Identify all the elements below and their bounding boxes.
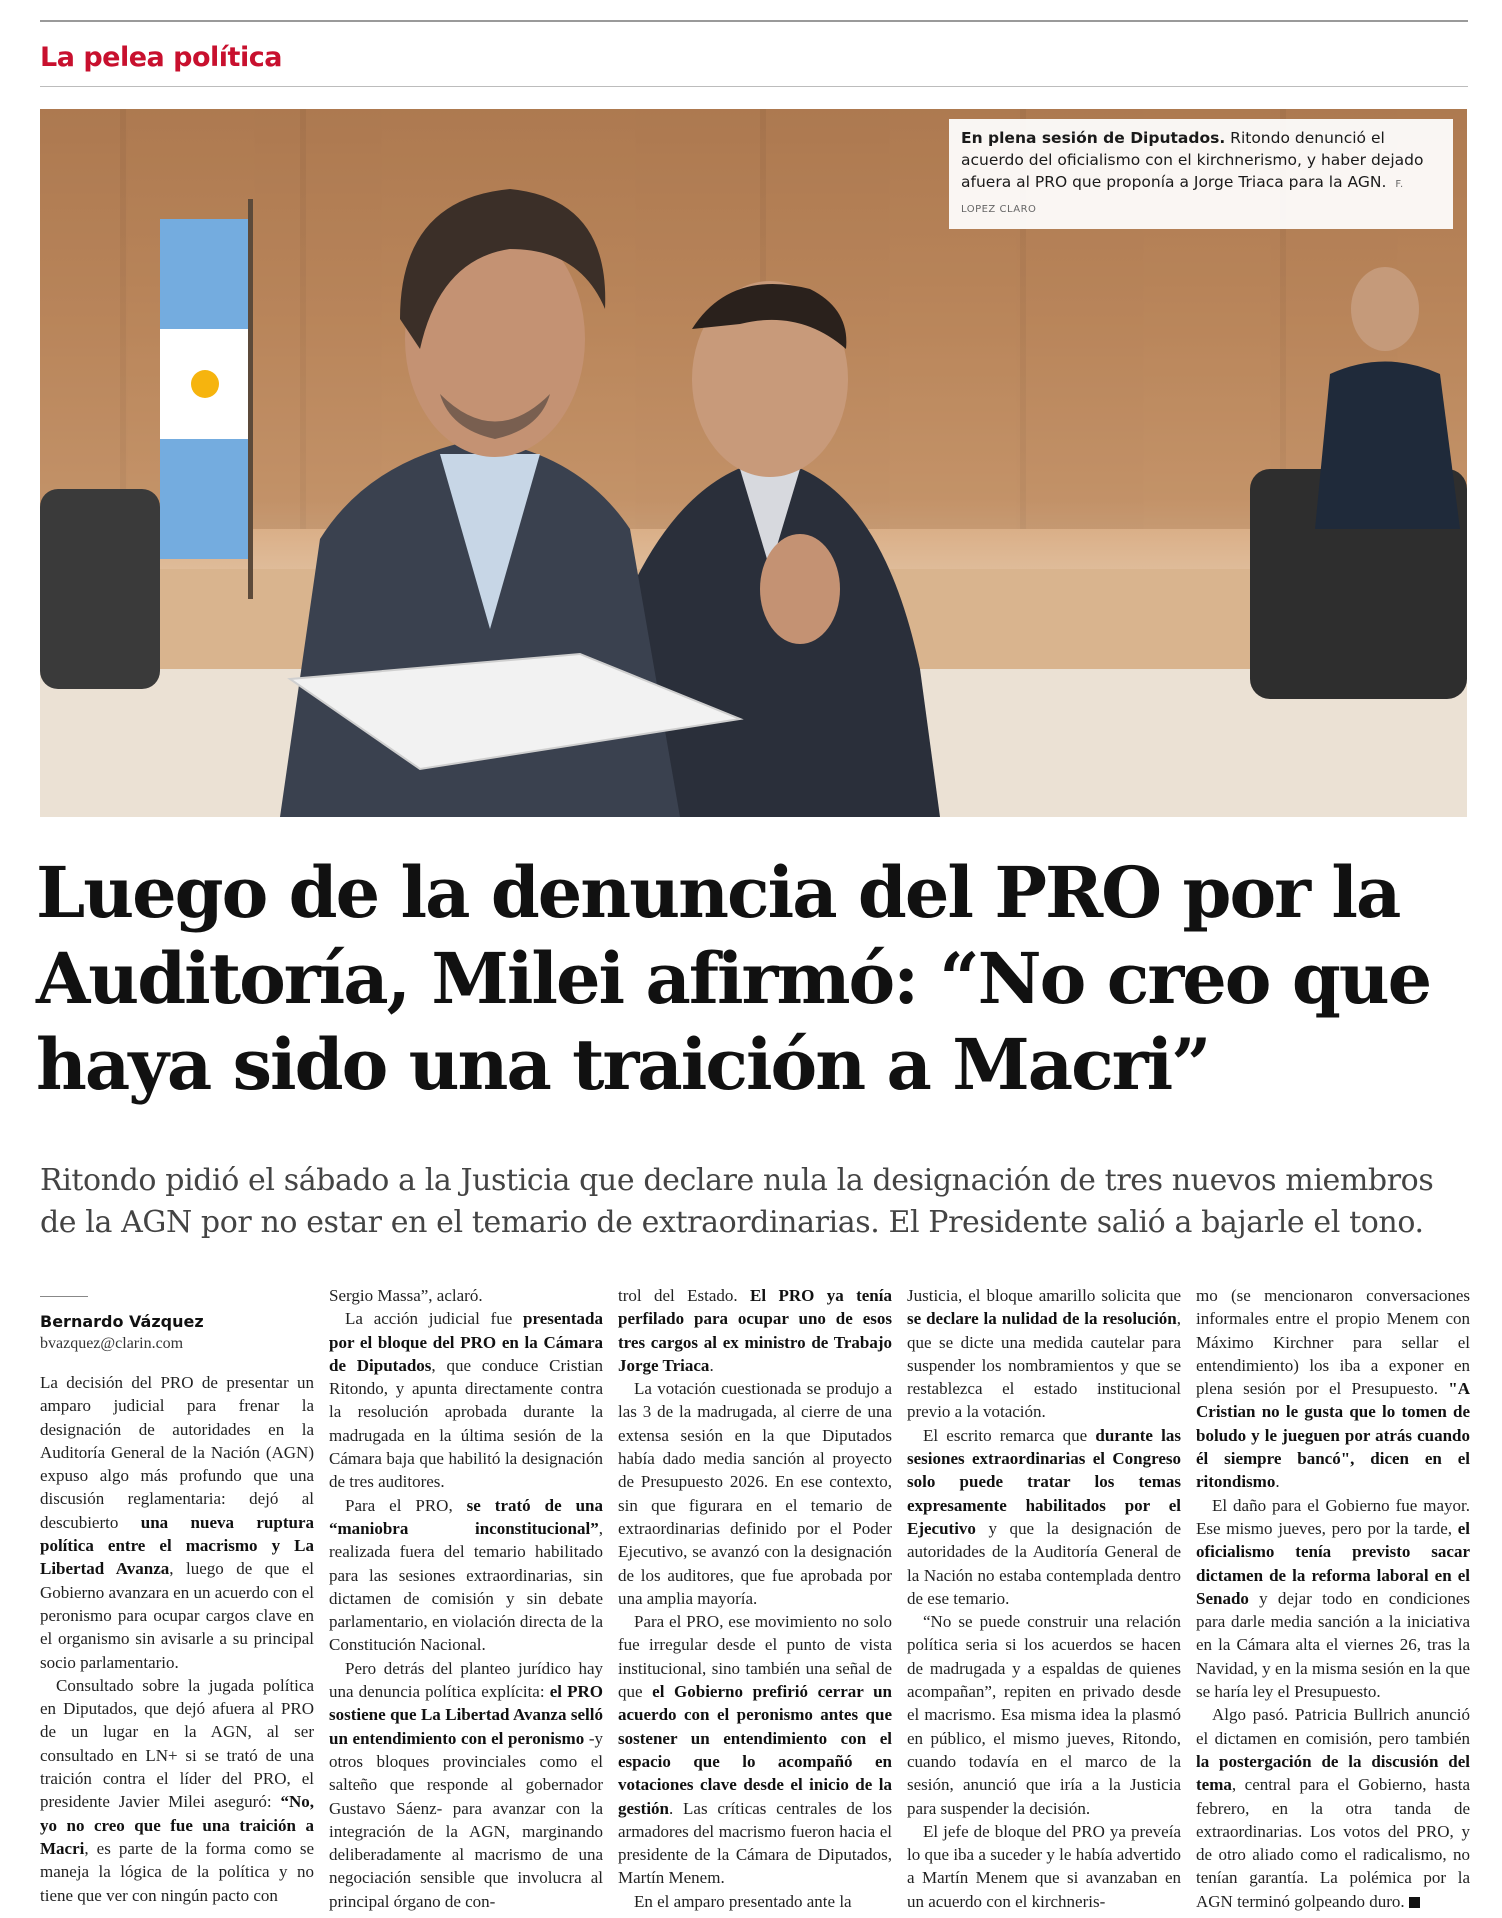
paragraph: El escrito remarca que durante las sesiones extraordinarias el Congreso solo puede tratar los temas expresamente habilitados por el Ejecutivo y que la designación de autoridades de la Auditoría General de la Nación no estaba contemplada dentro de ese temario. <box>907 1425 1181 1608</box>
paragraph: Algo pasó. Patricia Bullrich anunció el dictamen en comisión, pero también la postergación de la discusión del tema, central para el Gobierno, hasta febrero, en la otra tanda de extraordinarias. Los votos del PRO, y de otro aliado como el radicalismo, no tenían garantía. La polémica por la AGN terminó golpeando duro. <box>1196 1705 1470 1911</box>
column-4 <box>907 1284 1181 1911</box>
section-rule <box>40 86 1468 87</box>
end-of-article-mark <box>1409 1897 1420 1908</box>
photo-credit: F. LOPEZ CLARO <box>961 179 1404 215</box>
flag-illustration <box>160 199 253 599</box>
paragraph: Consultado sobre la jugada política en Diputados, que dejó afuera al PRO de un lugar en la AGN, al ser consultado en LN+ si se trató de una traición contra el líder del PRO, el presidente Javier Milei aseguró: “No, yo no creo que fue una traición a Macri, es parte de la forma como se maneja la lógica de la política y no tiene que ver con ningún pacto con <box>40 1675 314 1905</box>
article-body <box>40 1284 1470 1911</box>
paragraph: Para el PRO, se trató de una “maniobra inconstitucional”, realizada fuera del temario habilitado para las sesiones extraordinarias, sin dictamen de comisión y sin debate parlamentario, en violación directa de la Constitución Nacional. <box>329 1495 603 1655</box>
photo-caption <box>949 119 1453 229</box>
paragraph: El jefe de bloque del PRO ya preveía lo que iba a suceder y le había advertido a Martín Menem que si avanzaban en un acuerdo con el kirchneris- <box>907 1821 1181 1911</box>
byline-author: Bernardo Vázquez <box>40 1312 204 1331</box>
paragraph: La votación cuestionada se produjo a las 3 de la madrugada, al cierre de una extensa sesión en la que Diputados había dado media sanción al proyecto de Presupuesto 2026. En ese contexto, sin que figurara en el temario de extraordinarias definido por el Poder Ejecutivo, se avanzó con la designación de los auditores, que fue aprobada por una amplia mayoría. <box>618 1379 892 1608</box>
paragraph: trol del Estado. El PRO ya tenía perfilado para ocupar uno de esos tres cargos al ex ministro de Trabajo Jorge Triaca. <box>618 1286 892 1375</box>
column-5 <box>1196 1284 1470 1911</box>
paragraph: El daño para el Gobierno fue mayor. Ese mismo jueves, pero por la tarde, el oficialismo tenía previsto sacar dictamen de la reforma laboral en el Senado y dejar todo en condiciones para darle media sanción a la iniciativa en la Cámara alta el viernes 26, tras la Navidad, y en la misma sesión en la que se haría ley el Presupuesto. <box>1196 1495 1470 1702</box>
deck: Ritondo pidió el sábado a la Justicia que declare nula la designación de tres nuevos miembros de la AGN por no estar en el temario de extraordinarias. El Presidente salió a bajarle el tono. <box>40 1163 1434 1240</box>
section-label: La pelea política <box>40 42 282 73</box>
column-3 <box>618 1284 893 1911</box>
column-1 <box>40 1284 315 1905</box>
paragraph: mo (se mencionaron conversaciones informales entre el propio Menem con Máximo Kirchner para sellar el entendimiento) los iba a exponer en plena sesión por el Presupuesto. "A Cristian no le gusta que lo tomen de boludo y le jueguen por atrás cuando él siempre bancó", dicen en el ritondismo. <box>1196 1286 1470 1492</box>
paragraph: Sergio Massa”, aclaró. <box>329 1286 483 1305</box>
paragraph: La acción judicial fue presentada por el bloque del PRO en la Cámara de Diputados, que conduce Cristian Ritondo, y apunta directamente contra la resolución aprobada durante la madrugada en la última sesión de la Cámara baja que habilitó la designación de tres auditores. <box>329 1309 604 1492</box>
paragraph: Para el PRO, ese movimiento no solo fue irregular desde el punto de vista institucional, sino también una señal de que el Gobierno prefirió cerrar un acuerdo con el peronismo antes que sostener un entendimiento con el espacio que lo acompañó en votaciones clave desde el inicio de la gestión. Las críticas centrales de los armadores del macrismo fueron hacia el presidente de la Cámara de Diputados, Martín Menem. <box>618 1612 893 1888</box>
paragraph: Pero detrás del planteo jurídico hay una denuncia política explícita: el PRO sostiene que La Libertad Avanza selló un entendimiento con el peronismo -y otros bloques provinciales como el salteño que responde al gobernador Gustavo Sáenz- para avanzar con la integración de la AGN, marginando deliberadamente al macrismo de una negociación sensible que involucra al principal órgano de con- <box>329 1658 603 1911</box>
caption-lead: En plena sesión de Diputados. <box>961 129 1226 147</box>
byline-email[interactable]: bvazquez@clarin.com <box>40 1335 184 1352</box>
caption-text: Ritondo denunció el acuerdo del oficialismo con el kirchnerismo, y haber dejado afuera al PRO que proponía a Jorge Triaca para la AGN. <box>961 129 1424 191</box>
byline-rule <box>40 1296 88 1297</box>
paragraph: En el amparo presentado ante la <box>634 1891 852 1911</box>
paragraph: La decisión del PRO de presentar un amparo judicial para frenar la designación de autoridades en la Auditoría General de la Nación (AGN) expuso algo más profundo que una discusión reglamentaria: dejó al descubierto una nueva ruptura política entre el macrismo y La Libertad Avanza, luego de que el Gobierno avanzara en un acuerdo con el peronismo para ocupar cargos clave en el organismo sin avisarle a su principal socio parlamentario. <box>40 1373 315 1672</box>
column-2 <box>329 1284 604 1911</box>
top-rule <box>40 20 1468 22</box>
lead-photo <box>40 109 1467 817</box>
paragraph: “No se puede construir una relación política seria si los acuerdos se hacen de madrugada y a espaldas de quienes acompañan”, repiten en privado desde el macrismo. Esa misma idea la plasmó en público, el mismo jueves, Ritondo, cuando todavía en el marco de la sesión, anunció que iría a la Justicia para suspender la decisión. <box>907 1612 1181 1818</box>
headline: Luego de la denuncia del PRO por la Auditoría, Milei afirmó: “No creo que haya sido una traición a Macri” <box>36 851 1431 1106</box>
paragraph: Justicia, el bloque amarillo solicita que se declare la nulidad de la resolución, que se dicte una medida cautelar para suspender los nombramientos y que se restablezca el estado institucional previo a la votación. <box>907 1286 1181 1422</box>
